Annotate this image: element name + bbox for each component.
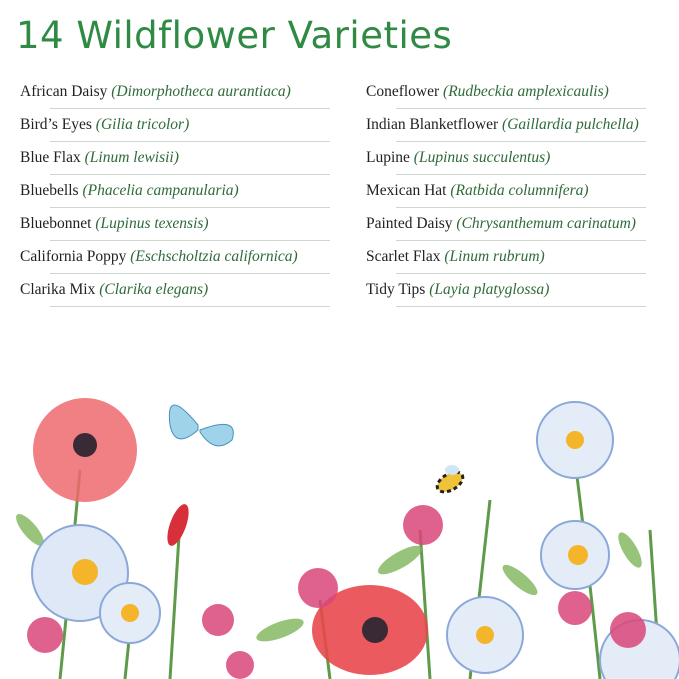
scientific-name: Clarika elegans [104,281,203,298]
scientific-name: Linum rubrum [449,248,540,265]
common-name: Indian Blanketflower [366,116,499,133]
variety-item: California Poppy (Eschscholtzia californica) [20,243,330,276]
common-name: California Poppy [20,248,127,265]
butterfly-icon [169,405,233,446]
variety-item: Indian Blanketflower (Gaillardia pulchella) [366,111,646,144]
scientific-name: Lupinus succulentus [418,149,546,166]
common-name: Painted Daisy [366,215,453,232]
daisy-right [541,521,609,589]
scientific-name: Layia platyglossa [434,281,545,298]
daisy-left-small [100,583,160,643]
variety-item: Blue Flax (Linum lewisii) [20,144,330,177]
common-name: Lupine [366,149,410,166]
common-name: Bluebonnet [20,215,92,232]
variety-item: Bluebonnet (Lupinus texensis) [20,210,330,243]
common-name: Blue Flax [20,149,81,166]
variety-item: Coneflower (Rudbeckia amplexicaulis) [366,78,646,111]
scientific-name: Phacelia campanularia [87,182,234,199]
varieties-list-left [20,78,330,309]
common-name: Mexican Hat [366,182,447,199]
scientific-name: Eschscholtzia californica [135,248,293,265]
common-name: Coneflower [366,83,440,100]
bee-icon [434,465,466,496]
scientific-name: Rudbeckia amplexicaulis [448,83,604,100]
scientific-name: Chrysanthemum carinatum [461,215,631,232]
common-name: Tidy Tips [366,281,426,298]
scientific-name: Gilia tricolor [100,116,185,133]
variety-item: Clarika Mix (Clarika elegans) [20,276,330,309]
red-bud [163,502,193,549]
variety-item: Tidy Tips (Layia platyglossa) [366,276,646,309]
red-poppy-left [33,398,137,502]
common-name: Bluebells [20,182,79,199]
variety-item: Painted Daisy (Chrysanthemum carinatum) [366,210,646,243]
variety-item: Scarlet Flax (Linum rubrum) [366,243,646,276]
watercolor-wildflowers-illustration [0,330,679,679]
common-name: African Daisy [20,83,108,100]
page-title: 14 Wildflower Varieties [16,14,453,57]
scientific-name: Linum lewisii [89,149,174,166]
varieties-list-right [366,78,646,309]
variety-item: Bird’s Eyes (Gilia tricolor) [20,111,330,144]
daisy-right-top [537,402,613,478]
scientific-name: Dimorphotheca aurantiaca [116,83,286,100]
common-name: Scarlet Flax [366,248,441,265]
common-name: Bird’s Eyes [20,116,92,133]
variety-item: Bluebells (Phacelia campanularia) [20,177,330,210]
variety-item: African Daisy (Dimorphotheca aurantiaca) [20,78,330,111]
scientific-name: Gaillardia pulchella [507,116,634,133]
variety-item: Mexican Hat (Ratbida columnifera) [366,177,646,210]
common-name: Clarika Mix [20,281,96,298]
scientific-name: Ratbida columnifera [455,182,584,199]
variety-item: Lupine (Lupinus succulentus) [366,144,646,177]
scientific-name: Lupinus texensis [100,215,204,232]
